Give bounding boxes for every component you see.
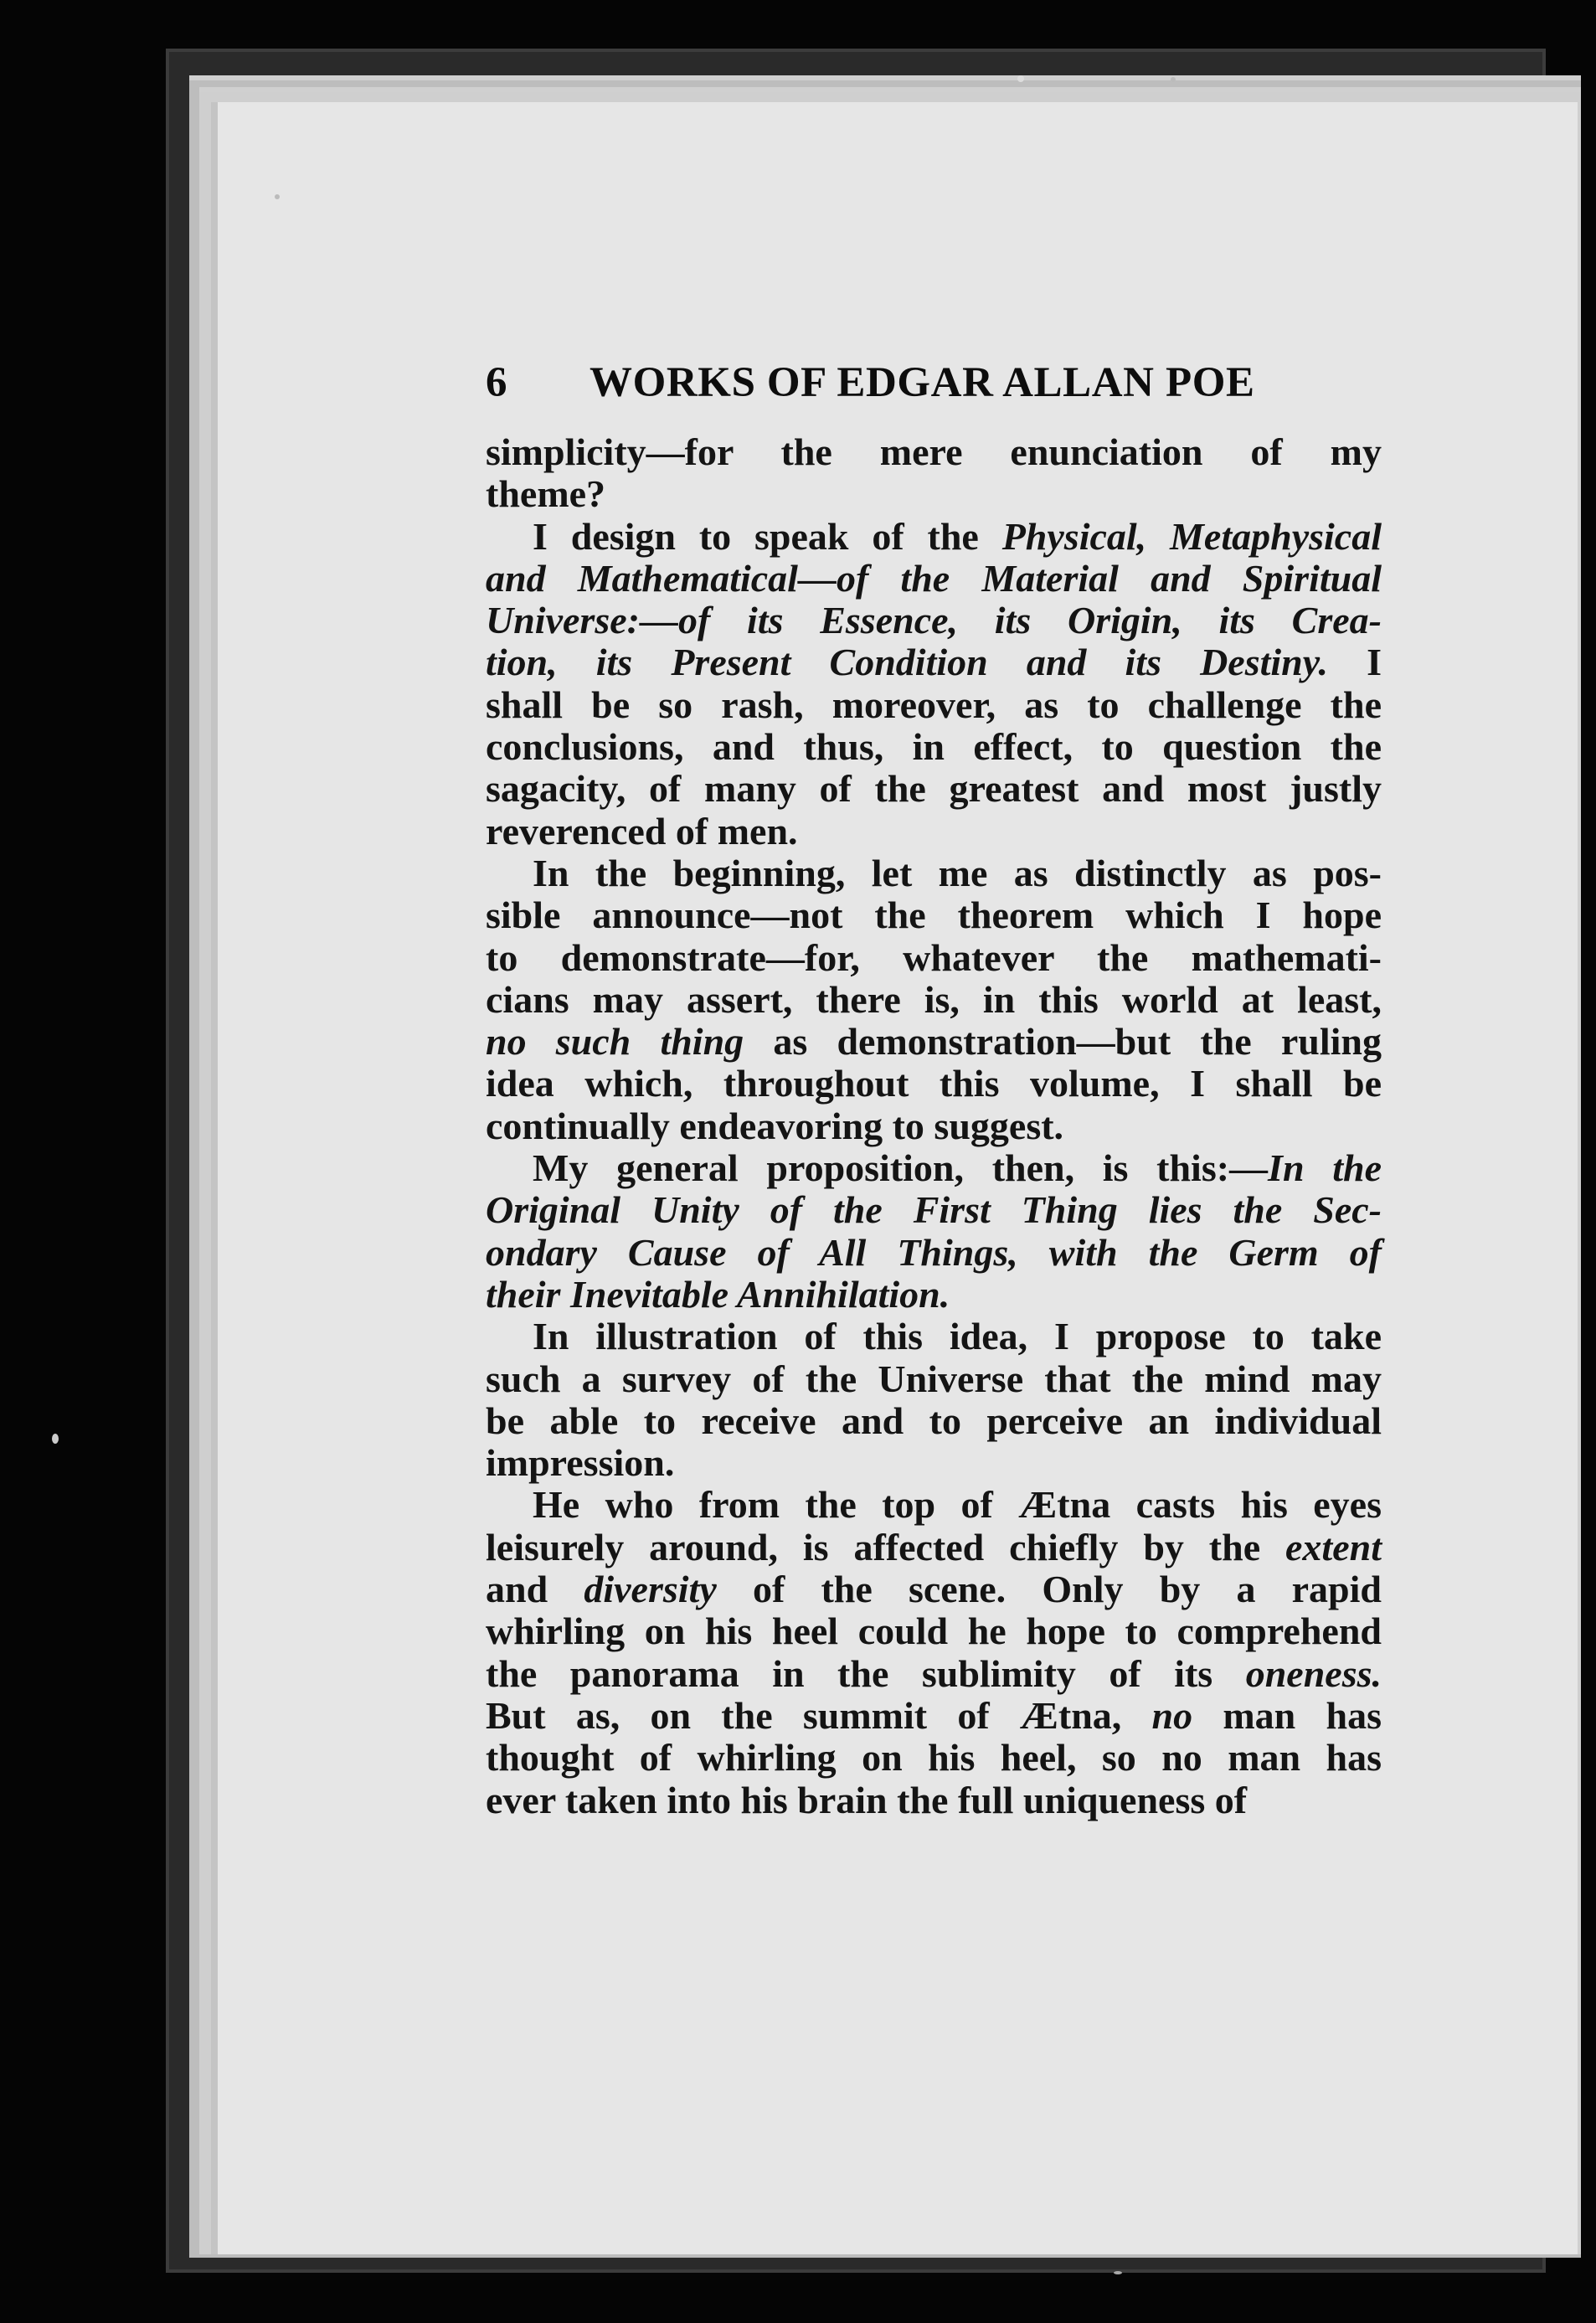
text-line xyxy=(486,1232,1382,1274)
page-number: 6 xyxy=(486,359,507,406)
text-run: theme? xyxy=(486,472,606,516)
paragraph xyxy=(486,1316,1382,1484)
paragraph xyxy=(486,431,1382,516)
italic-run: Original Unity of the First Thing lies the Sec- xyxy=(486,1188,1382,1232)
text-run: impression. xyxy=(486,1441,675,1485)
dust-speck xyxy=(1114,2271,1122,2274)
paragraph xyxy=(486,1147,1382,1316)
text-line xyxy=(486,600,1382,641)
text-line xyxy=(486,1568,1382,1610)
text-run: idea which, throughout this volume, I shall be xyxy=(486,1062,1382,1105)
text-line xyxy=(486,1316,1382,1357)
text-line xyxy=(486,937,1382,979)
text-line xyxy=(486,726,1382,768)
text-run: He who from the top of Ætna casts his eyes xyxy=(533,1483,1382,1527)
text-run: simplicity—for the mere enunciation of my xyxy=(486,430,1382,473)
text-line xyxy=(486,1063,1382,1105)
text-line xyxy=(486,1695,1382,1737)
text-run: I design to speak of the xyxy=(533,514,1002,558)
text-run: be able to receive and to perceive an individual xyxy=(486,1398,1382,1442)
text-run: of the scene. Only by a rapid xyxy=(716,1568,1382,1611)
text-line xyxy=(486,1105,1382,1147)
text-line xyxy=(486,1653,1382,1695)
text-line xyxy=(486,894,1382,936)
paragraph xyxy=(486,1484,1382,1821)
italic-run: Universe:—of its Essence, its Origin, its Crea- xyxy=(486,599,1382,642)
text-run: conclusions, and thus, in effect, to question the xyxy=(486,725,1382,769)
text-line xyxy=(486,431,1382,473)
italic-run: oneness. xyxy=(1245,1651,1382,1695)
text-run: as demonstration—but the ruling xyxy=(744,1020,1382,1064)
running-head: WORKS OF EDGAR ALLAN POE xyxy=(589,359,1255,406)
paragraph xyxy=(486,516,1382,852)
text-line xyxy=(486,1021,1382,1063)
italic-run: extent xyxy=(1285,1525,1382,1568)
text-run: shall be so rash, moreover, as to challenge the xyxy=(486,682,1382,726)
text-run: whirling on his heel could he hope to comprehend xyxy=(486,1610,1382,1653)
dust-speck xyxy=(52,1434,59,1444)
text-run: continually endeavoring to suggest. xyxy=(486,1104,1064,1147)
text-line xyxy=(486,1610,1382,1652)
text-line xyxy=(486,1780,1382,1821)
text-line xyxy=(486,1442,1382,1484)
text-line xyxy=(486,1527,1382,1568)
text-line xyxy=(486,852,1382,894)
text-run: ever taken into his brain the full uniqueness of xyxy=(486,1778,1248,1821)
text-run: I xyxy=(1327,641,1382,684)
text-run: My general proposition, then, is this:— xyxy=(533,1146,1269,1190)
text-line xyxy=(486,768,1382,810)
text-run: leisurely around, is affected chiefly by the xyxy=(486,1525,1286,1568)
text-line xyxy=(486,811,1382,852)
text-line xyxy=(486,473,1382,515)
text-run: man has xyxy=(1192,1693,1382,1737)
text-line xyxy=(486,1737,1382,1779)
text-run: cians may assert, there is, in this world at least, xyxy=(486,977,1382,1021)
text-run: reverenced of men. xyxy=(486,809,798,852)
text-run: the panorama in the sublimity of its xyxy=(486,1651,1246,1695)
italic-run: no such thing xyxy=(486,1020,744,1064)
text-line xyxy=(486,979,1382,1021)
text-run: In the beginning, let me as distinctly as pos- xyxy=(533,851,1382,894)
italic-run: and Mathematical—of the Material and Spiritual xyxy=(486,556,1382,600)
italic-run: tion, its Present Condition and its Destiny. xyxy=(486,641,1328,684)
text-run: such a survey of the Universe that the mind may xyxy=(486,1357,1382,1400)
text-run: thought of whirling on his heel, so no man has xyxy=(486,1736,1382,1780)
text-line xyxy=(486,1400,1382,1442)
italic-run: diversity xyxy=(584,1568,717,1611)
text-line xyxy=(486,1147,1382,1189)
text-run: But as, on the summit of Ætna, xyxy=(486,1693,1152,1737)
italic-run: In the xyxy=(1268,1146,1382,1190)
italic-run: their Inevitable Annihilation. xyxy=(486,1272,950,1316)
text-line xyxy=(486,558,1382,600)
text-line xyxy=(486,641,1382,683)
paragraph xyxy=(486,852,1382,1147)
dust-speck xyxy=(275,194,280,199)
text-run: In illustration of this idea, I propose to take xyxy=(533,1315,1382,1358)
text-line xyxy=(486,1484,1382,1526)
italic-run: Physical, Metaphysical xyxy=(1001,514,1382,558)
text-line xyxy=(486,1358,1382,1400)
text-run: sagacity, of many of the greatest and most justly xyxy=(486,767,1382,811)
text-line xyxy=(486,516,1382,558)
text-line xyxy=(486,684,1382,726)
italic-run: no xyxy=(1151,1693,1193,1737)
italic-run: ondary Cause of All Things, with the Germ of xyxy=(486,1230,1382,1274)
dust-speck xyxy=(1017,75,1024,82)
text-line xyxy=(486,1274,1382,1316)
text-run: and xyxy=(486,1568,584,1611)
text-line xyxy=(486,1189,1382,1231)
dust-speck xyxy=(1171,77,1176,82)
page-header xyxy=(486,358,1281,417)
body-text xyxy=(486,431,1382,1821)
text-run: sible announce—not the theorem which I hope xyxy=(486,894,1382,937)
text-run: to demonstrate—for, whatever the mathemati- xyxy=(486,935,1382,979)
